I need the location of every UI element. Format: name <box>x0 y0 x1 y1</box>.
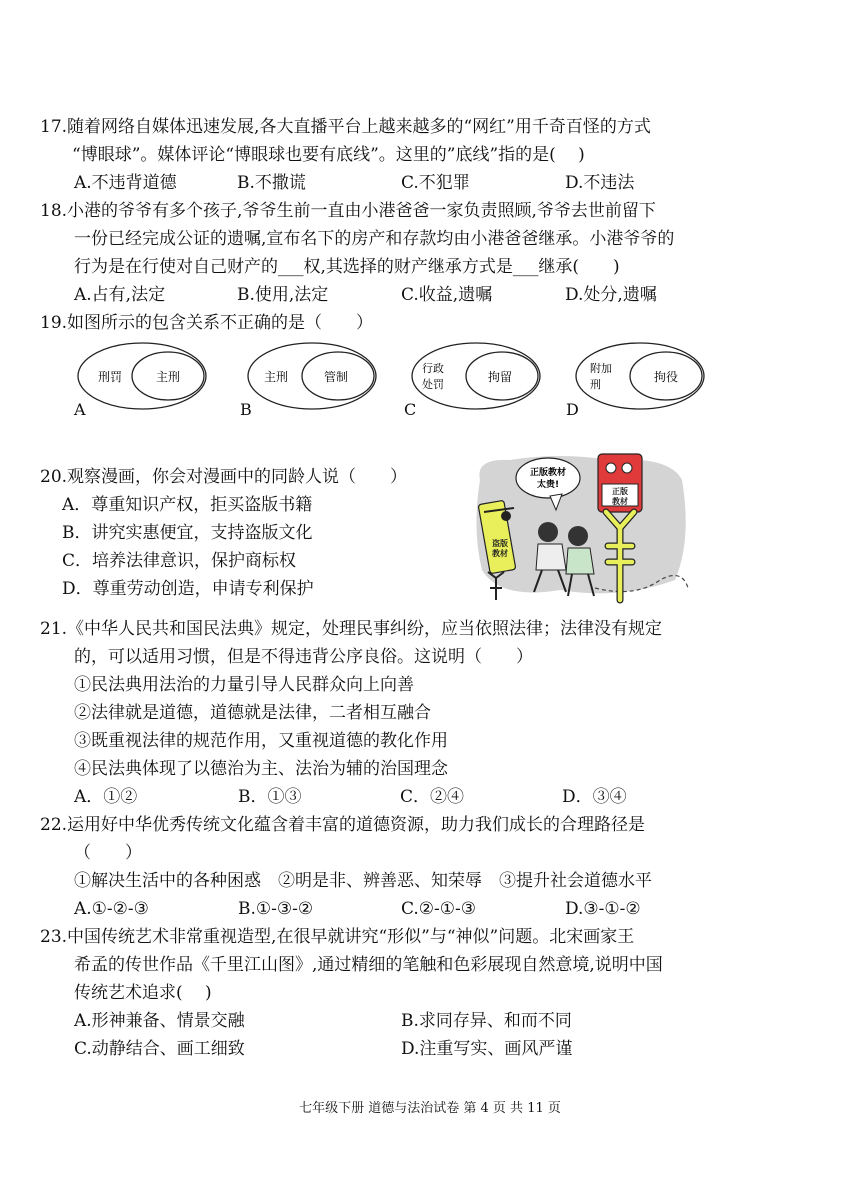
diagram-c-inner-label: 拘留 <box>488 370 513 384</box>
q18-line3: 行为是在行使对自己财产的___权,其选择的财产继承方式是___继承( ) <box>74 257 620 277</box>
diagram-d <box>574 338 714 412</box>
genuine-book-label-line1: 正版 <box>612 487 628 496</box>
q17-option-d: D.不违法 <box>565 173 635 193</box>
pirated-book-label-line2: 教材 <box>492 549 508 558</box>
speech-bubble-text-line1: 正版教材 <box>529 468 567 478</box>
q18-option-d: D.处分,遗嘱 <box>565 285 657 305</box>
diagram-d-letter: D <box>566 400 579 419</box>
diagram-b-letter: B <box>240 400 252 419</box>
q23-option-a: A.形神兼备、情景交融 <box>74 1011 245 1031</box>
q18-option-a: A.占有,法定 <box>74 285 166 305</box>
q23-line1: 23.中国传统艺术非常重视造型,在很早就讲究“形似”与“神似”问题。北宋画家王 <box>40 927 635 947</box>
q21-option-d: D．③④ <box>562 787 627 807</box>
q17-option-c: C.不犯罪 <box>401 173 470 193</box>
q21-item-1: ①民法典用法治的力量引导人民群众向上向善 <box>74 675 414 695</box>
genuine-book-label-line2: 教材 <box>612 497 628 506</box>
page-footer: 七年级下册 道德与法治试卷 第 4 页 共 11 页 <box>299 1101 561 1116</box>
diagram-a-letter: A <box>74 400 86 419</box>
q18-option-c: C.收益,遗嘱 <box>401 285 493 305</box>
q21-item-4: ④民法典体现了以德治为主、法治为辅的治国理念 <box>74 759 448 779</box>
q23-option-d: D.注重写实、画风严谨 <box>401 1039 573 1059</box>
pirated-book-label-line1: 盗版 <box>492 539 508 548</box>
diagram-a-outer-label: 刑罚 <box>98 370 123 384</box>
q21-item-3: ③既重视法律的规范作用，又重视道德的教化作用 <box>74 731 448 751</box>
q23-line3: 传统艺术追求( ) <box>74 983 212 1003</box>
q22-option-a: A.①-②-③ <box>74 899 149 919</box>
q23-option-c: C.动静结合、画工细致 <box>74 1039 245 1059</box>
diagram-c <box>410 338 550 412</box>
q21-line1: 21.《中华人民共和国民法典》规定，处理民事纠纷，应当依照法律；法律没有规定 <box>40 619 663 639</box>
diagram-d-inner-label: 拘役 <box>654 370 679 384</box>
diagram-a <box>76 338 216 412</box>
diagram-b-inner-label: 管制 <box>324 370 349 384</box>
q22-option-b: B.①-③-② <box>238 899 314 919</box>
diagram-d-outer-label-line2: 刑 <box>590 378 601 391</box>
q20-option-a: A．尊重知识产权，拒买盗版书籍 <box>62 495 313 515</box>
speech-bubble <box>516 458 580 498</box>
diagram-b <box>246 338 386 412</box>
diagram-d-outer-label-line1: 附加 <box>590 362 612 375</box>
q22-line2: （ ） <box>74 843 142 863</box>
q21-option-b: B．①③ <box>238 787 302 807</box>
cartoon <box>470 450 695 610</box>
diagram-c-letter: C <box>404 400 417 419</box>
q20-option-d: D．尊重劳动创造，申请专利保护 <box>62 579 314 599</box>
q18-option-b: B.使用,法定 <box>237 285 329 305</box>
diagram-b-outer-label: 主刑 <box>264 370 289 384</box>
q18-line1: 18.小港的爷爷有多个孩子,爷爷生前一直由小港爸爸一家负责照顾,爷爷去世前留下 <box>40 201 656 221</box>
q17-option-b: B.不撒谎 <box>237 173 306 193</box>
q17-line2: “博眼球”。媒体评论“博眼球也要有底线”。这里的”底线”指的是( ) <box>72 145 585 165</box>
diagram-a-inner-label: 主刑 <box>156 370 181 384</box>
q20-option-b: B．讲究实惠便宜，支持盗版文化 <box>62 523 313 543</box>
q21-item-2: ②法律就是道德，道德就是法律，二者相互融合 <box>74 703 431 723</box>
diagram-c-outer-label-line2: 处罚 <box>422 378 444 391</box>
q21-option-a: A．①② <box>74 787 138 807</box>
q18-line2: 一份已经完成公证的遗嘱,宣布名下的房产和存款均由小港爸爸继承。小港爷爷的 <box>74 229 675 249</box>
q22-option-d: D.③-①-② <box>565 899 641 919</box>
q19-line1: 19.如图所示的包含关系不正确的是（ ） <box>40 313 374 333</box>
q20-option-c: C．培养法律意识，保护商标权 <box>62 551 297 571</box>
diagram-c-outer-label-line1: 行政 <box>422 362 444 375</box>
q22-items: ①解决生活中的各种困惑 ②明是非、辨善恶、知荣辱 ③提升社会道德水平 <box>74 871 652 891</box>
q17-line1: 17.随着网络自媒体迅速发展,各大直播平台上越来越多的“网红”用千奇百怪的方式 <box>40 117 651 137</box>
q23-line2: 希孟的传世作品《千里江山图》,通过精细的笔触和色彩展现自然意境,说明中国 <box>74 955 663 975</box>
q21-line2: 的，可以适用习惯，但是不得违背公序良俗。这说明（ ） <box>74 647 533 667</box>
q17-option-a: A.不违背道德 <box>74 173 177 193</box>
q20-line1: 20.观察漫画，你会对漫画中的同龄人说（ ） <box>40 467 408 487</box>
speech-bubble-text-line2: 太贵! <box>536 480 560 490</box>
q22-line1: 22.运用好中华优秀传统文化蕴含着丰富的道德资源，助力我们成长的合理路径是 <box>40 815 646 835</box>
q21-option-c: C．②④ <box>400 787 465 807</box>
q22-option-c: C.②-①-③ <box>401 899 477 919</box>
q23-option-b: B.求同存异、和而不同 <box>401 1011 572 1031</box>
